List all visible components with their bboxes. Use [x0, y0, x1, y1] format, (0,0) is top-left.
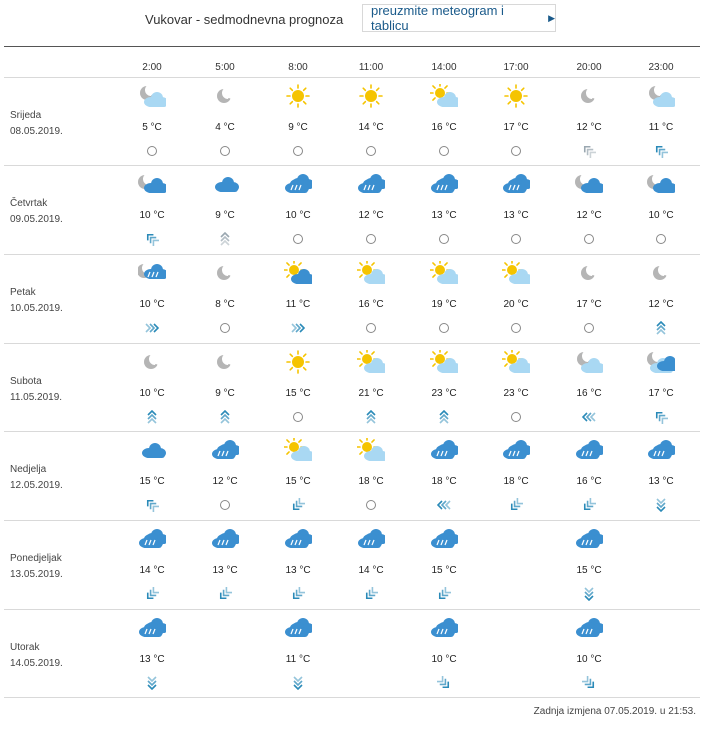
forecast-cell [268, 521, 328, 607]
sun-cloud-icon [502, 350, 530, 374]
time-label: 11:00 [358, 62, 384, 73]
calm-icon [364, 321, 378, 335]
cloud-night-dark-icon [647, 350, 675, 374]
temperature: 9 °C [215, 388, 235, 399]
page-header [0, 0, 726, 46]
temperature: 10 °C [139, 210, 165, 221]
sun-cloud-icon [357, 350, 385, 374]
forecast-cell [341, 344, 401, 430]
cloud-night-icon [575, 350, 603, 374]
temperature: 13 °C [648, 476, 674, 487]
forecast-cell [268, 344, 328, 430]
temperature: 12 °C [576, 210, 602, 221]
temperature: 12 °C [576, 122, 602, 133]
temperature: 16 °C [358, 299, 384, 310]
forecast-cell [486, 78, 546, 164]
temperature: 16 °C [576, 476, 602, 487]
day-name: Petak [10, 287, 36, 298]
wind-east-icon [145, 321, 159, 335]
calm-icon [582, 321, 596, 335]
time-label: 14:00 [431, 62, 457, 73]
calm-icon [509, 144, 523, 158]
temperature: 16 °C [431, 122, 457, 133]
sun-cloud-icon [430, 350, 458, 374]
sun-icon [284, 84, 312, 108]
temperature: 14 °C [358, 122, 384, 133]
forecast-cell [486, 432, 546, 518]
temperature: 12 °C [648, 299, 674, 310]
day-row [4, 520, 700, 609]
forecast-cell [122, 610, 182, 696]
sun-cloud-icon [430, 84, 458, 108]
temperature: 18 °C [431, 476, 457, 487]
forecast-cell [559, 344, 619, 430]
wind-south-icon [145, 676, 159, 690]
wind-north-icon [145, 410, 159, 424]
wind-north-icon [218, 410, 232, 424]
page-title: Vukovar - sedmodnevna prognoza [145, 12, 344, 27]
forecast-cell [341, 78, 401, 164]
temperature: 12 °C [358, 210, 384, 221]
forecast-cell [122, 432, 182, 518]
temperature: 21 °C [358, 388, 384, 399]
calm-icon [364, 232, 378, 246]
calm-icon [218, 321, 232, 335]
temperature: 13 °C [503, 210, 529, 221]
sun-cloud-icon [430, 261, 458, 285]
forecast-cell [268, 432, 328, 518]
cloud-dark-icon [211, 172, 239, 196]
day-name: Subota [10, 376, 42, 387]
wind-north-icon [218, 232, 232, 246]
wind-north-icon [654, 321, 668, 335]
temperature: 18 °C [358, 476, 384, 487]
day-label [10, 374, 62, 406]
forecast-cell [195, 344, 255, 430]
rain-cloud-icon [284, 616, 312, 640]
forecast-cell [559, 610, 619, 696]
day-date: 10.05.2019. [10, 303, 63, 314]
temperature: 17 °C [576, 299, 602, 310]
calm-icon [582, 232, 596, 246]
calm-icon [509, 232, 523, 246]
forecast-cell [195, 166, 255, 252]
day-date: 09.05.2019. [10, 214, 63, 225]
download-meteogram-button[interactable] [362, 4, 556, 32]
moon-icon [138, 350, 166, 374]
wind-north-icon [437, 410, 451, 424]
rain-cloud-icon [138, 527, 166, 551]
night-cloud-dark-icon [575, 172, 603, 196]
rain-cloud-icon [430, 616, 458, 640]
calm-icon [509, 321, 523, 335]
day-label [10, 108, 63, 140]
rain-cloud-icon [575, 438, 603, 462]
forecast-cell [559, 432, 619, 518]
forecast-cell [122, 166, 182, 252]
forecast-cell [268, 255, 328, 341]
calm-icon [437, 321, 451, 335]
wind-northwest-icon [654, 144, 668, 158]
calm-icon [437, 144, 451, 158]
time-label: 5:00 [215, 62, 235, 73]
forecast-cell [559, 255, 619, 341]
wind-southeast-icon [582, 676, 596, 690]
day-date: 08.05.2019. [10, 126, 63, 137]
forecast-cell [486, 166, 546, 252]
rain-cloud-icon [502, 438, 530, 462]
moon-icon [211, 84, 239, 108]
forecast-cell [341, 521, 401, 607]
caret-right-icon: ▶ [548, 12, 555, 23]
night-cloud-dark-icon [647, 172, 675, 196]
wind-southwest-icon [145, 587, 159, 601]
sun-icon [357, 84, 385, 108]
cloud-dark-icon [138, 438, 166, 462]
wind-east-icon [291, 321, 305, 335]
day-label [10, 285, 63, 317]
day-label [10, 462, 63, 494]
temperature: 17 °C [503, 122, 529, 133]
rain-cloud-icon [284, 527, 312, 551]
sun-cloud-icon [357, 261, 385, 285]
temperature: 16 °C [576, 388, 602, 399]
day-label [10, 640, 63, 672]
temperature: 10 °C [285, 210, 311, 221]
day-name: Četvrtak [10, 198, 48, 209]
temperature: 8 °C [215, 299, 235, 310]
temperature: 13 °C [212, 565, 238, 576]
temperature: 10 °C [648, 210, 674, 221]
forecast-cell [268, 78, 328, 164]
last-updated: Zadnja izmjena 07.05.2019. u 21:53. [533, 706, 696, 717]
moon-icon [647, 261, 675, 285]
sun-cloud-icon [502, 261, 530, 285]
calm-icon [437, 232, 451, 246]
forecast-cell [122, 521, 182, 607]
wind-southwest-icon [291, 587, 305, 601]
time-header [0, 62, 726, 76]
temperature: 9 °C [215, 210, 235, 221]
wind-south-icon [582, 587, 596, 601]
rain-cloud-icon [357, 172, 385, 196]
temperature: 12 °C [212, 476, 238, 487]
time-label: 8:00 [288, 62, 308, 73]
rain-cloud-icon [211, 438, 239, 462]
forecast-cell [195, 78, 255, 164]
forecast-cell [341, 166, 401, 252]
forecast-cell [195, 521, 255, 607]
rain-cloud-icon [575, 616, 603, 640]
rain-cloud-icon [430, 172, 458, 196]
calm-icon [654, 232, 668, 246]
forecast-cell [486, 344, 546, 430]
forecast-cell [122, 344, 182, 430]
forecast-cell [341, 255, 401, 341]
forecast-cell [559, 521, 619, 607]
moon-icon [575, 261, 603, 285]
forecast-cell [122, 78, 182, 164]
temperature: 20 °C [503, 299, 529, 310]
forecast-cell [414, 344, 474, 430]
calm-icon [509, 410, 523, 424]
time-label: 2:00 [142, 62, 162, 73]
sun-icon [284, 350, 312, 374]
day-label [10, 551, 63, 583]
temperature: 9 °C [288, 122, 308, 133]
temperature: 14 °C [139, 565, 165, 576]
calm-icon [218, 498, 232, 512]
wind-north-icon [364, 410, 378, 424]
rain-cloud-icon [211, 527, 239, 551]
day-date: 11.05.2019. [10, 392, 63, 403]
temperature: 4 °C [215, 122, 235, 133]
forecast-cell [414, 432, 474, 518]
forecast-cell [268, 610, 328, 696]
day-date: 12.05.2019. [10, 480, 63, 491]
forecast-cell [631, 166, 691, 252]
download-label: preuzmite meteogram i tablicu [371, 3, 504, 33]
wind-west-icon [437, 498, 451, 512]
forecast-cell [341, 432, 401, 518]
rain-cloud-icon [357, 527, 385, 551]
sun-cloud-dark-icon [284, 261, 312, 285]
temperature: 10 °C [139, 388, 165, 399]
wind-west-icon [582, 410, 596, 424]
moon-icon [575, 84, 603, 108]
day-date: 14.05.2019. [10, 658, 63, 669]
day-name: Ponedjeljak [10, 553, 62, 564]
forecast-cell [631, 344, 691, 430]
calm-icon [291, 410, 305, 424]
footer-divider [4, 697, 700, 698]
rain-cloud-icon [430, 438, 458, 462]
temperature: 17 °C [648, 388, 674, 399]
wind-southwest-icon [364, 587, 378, 601]
temperature: 11 °C [285, 299, 311, 310]
wind-south-icon [291, 676, 305, 690]
forecast-cell [414, 166, 474, 252]
day-name: Srijeda [10, 110, 42, 121]
sun-icon [502, 84, 530, 108]
temperature: 13 °C [285, 565, 311, 576]
rain-cloud-icon [284, 172, 312, 196]
calm-icon [218, 144, 232, 158]
rain-cloud-icon [575, 527, 603, 551]
rain-cloud-icon [430, 527, 458, 551]
forecast-cell [268, 166, 328, 252]
time-label: 20:00 [576, 62, 602, 73]
calm-icon [364, 144, 378, 158]
temperature: 15 °C [285, 388, 311, 399]
time-label: 23:00 [648, 62, 674, 73]
wind-northwest-icon [582, 144, 596, 158]
calm-icon [145, 144, 159, 158]
calm-icon [291, 144, 305, 158]
wind-southwest-icon [291, 498, 305, 512]
cloud-night-icon [647, 84, 675, 108]
temperature: 5 °C [142, 122, 162, 133]
night-rain-icon [138, 261, 166, 285]
calm-icon [291, 232, 305, 246]
temperature: 14 °C [358, 565, 384, 576]
day-name: Nedjelja [10, 464, 47, 475]
temperature: 10 °C [576, 654, 602, 665]
forecast-cell [559, 166, 619, 252]
temperature: 23 °C [503, 388, 529, 399]
day-row [4, 77, 700, 166]
day-row [4, 609, 700, 698]
night-cloud-dark-icon [138, 172, 166, 196]
temperature: 11 °C [648, 122, 674, 133]
wind-northwest-icon [145, 498, 159, 512]
day-row [4, 431, 700, 520]
moon-icon [211, 350, 239, 374]
temperature: 13 °C [431, 210, 457, 221]
temperature: 13 °C [139, 654, 165, 665]
forecast-cell [631, 78, 691, 164]
day-row [4, 254, 700, 343]
sun-cloud-icon [357, 438, 385, 462]
moon-icon [211, 261, 239, 285]
cloud-night-icon [138, 84, 166, 108]
wind-northwest-icon [654, 410, 668, 424]
sun-cloud-icon [284, 438, 312, 462]
header-divider [4, 46, 700, 47]
day-date: 13.05.2019. [10, 569, 63, 580]
forecast-cell [414, 610, 474, 696]
temperature: 15 °C [431, 565, 457, 576]
day-label [10, 196, 63, 228]
day-row [4, 343, 700, 432]
day-row [4, 165, 700, 254]
wind-southwest-icon [509, 498, 523, 512]
forecast-cell [195, 255, 255, 341]
temperature: 10 °C [139, 299, 165, 310]
rain-cloud-icon [138, 616, 166, 640]
forecast-cell [195, 432, 255, 518]
temperature: 15 °C [576, 565, 602, 576]
temperature: 18 °C [503, 476, 529, 487]
rain-cloud-icon [647, 438, 675, 462]
wind-southwest-icon [218, 587, 232, 601]
forecast-cell [559, 78, 619, 164]
temperature: 23 °C [431, 388, 457, 399]
wind-northwest-icon [145, 232, 159, 246]
wind-southwest-icon [582, 498, 596, 512]
temperature: 15 °C [285, 476, 311, 487]
forecast-cell [122, 255, 182, 341]
wind-south-icon [654, 498, 668, 512]
temperature: 15 °C [139, 476, 165, 487]
rain-cloud-icon [502, 172, 530, 196]
temperature: 11 °C [285, 654, 311, 665]
calm-icon [364, 498, 378, 512]
forecast-cell [414, 78, 474, 164]
time-label: 17:00 [503, 62, 529, 73]
wind-southeast-icon [437, 676, 451, 690]
wind-southwest-icon [437, 587, 451, 601]
temperature: 10 °C [431, 654, 457, 665]
temperature: 19 °C [431, 299, 457, 310]
forecast-cell [414, 521, 474, 607]
day-name: Utorak [10, 642, 40, 653]
forecast-cell [486, 255, 546, 341]
forecast-cell [631, 255, 691, 341]
forecast-cell [631, 432, 691, 518]
forecast-cell [414, 255, 474, 341]
